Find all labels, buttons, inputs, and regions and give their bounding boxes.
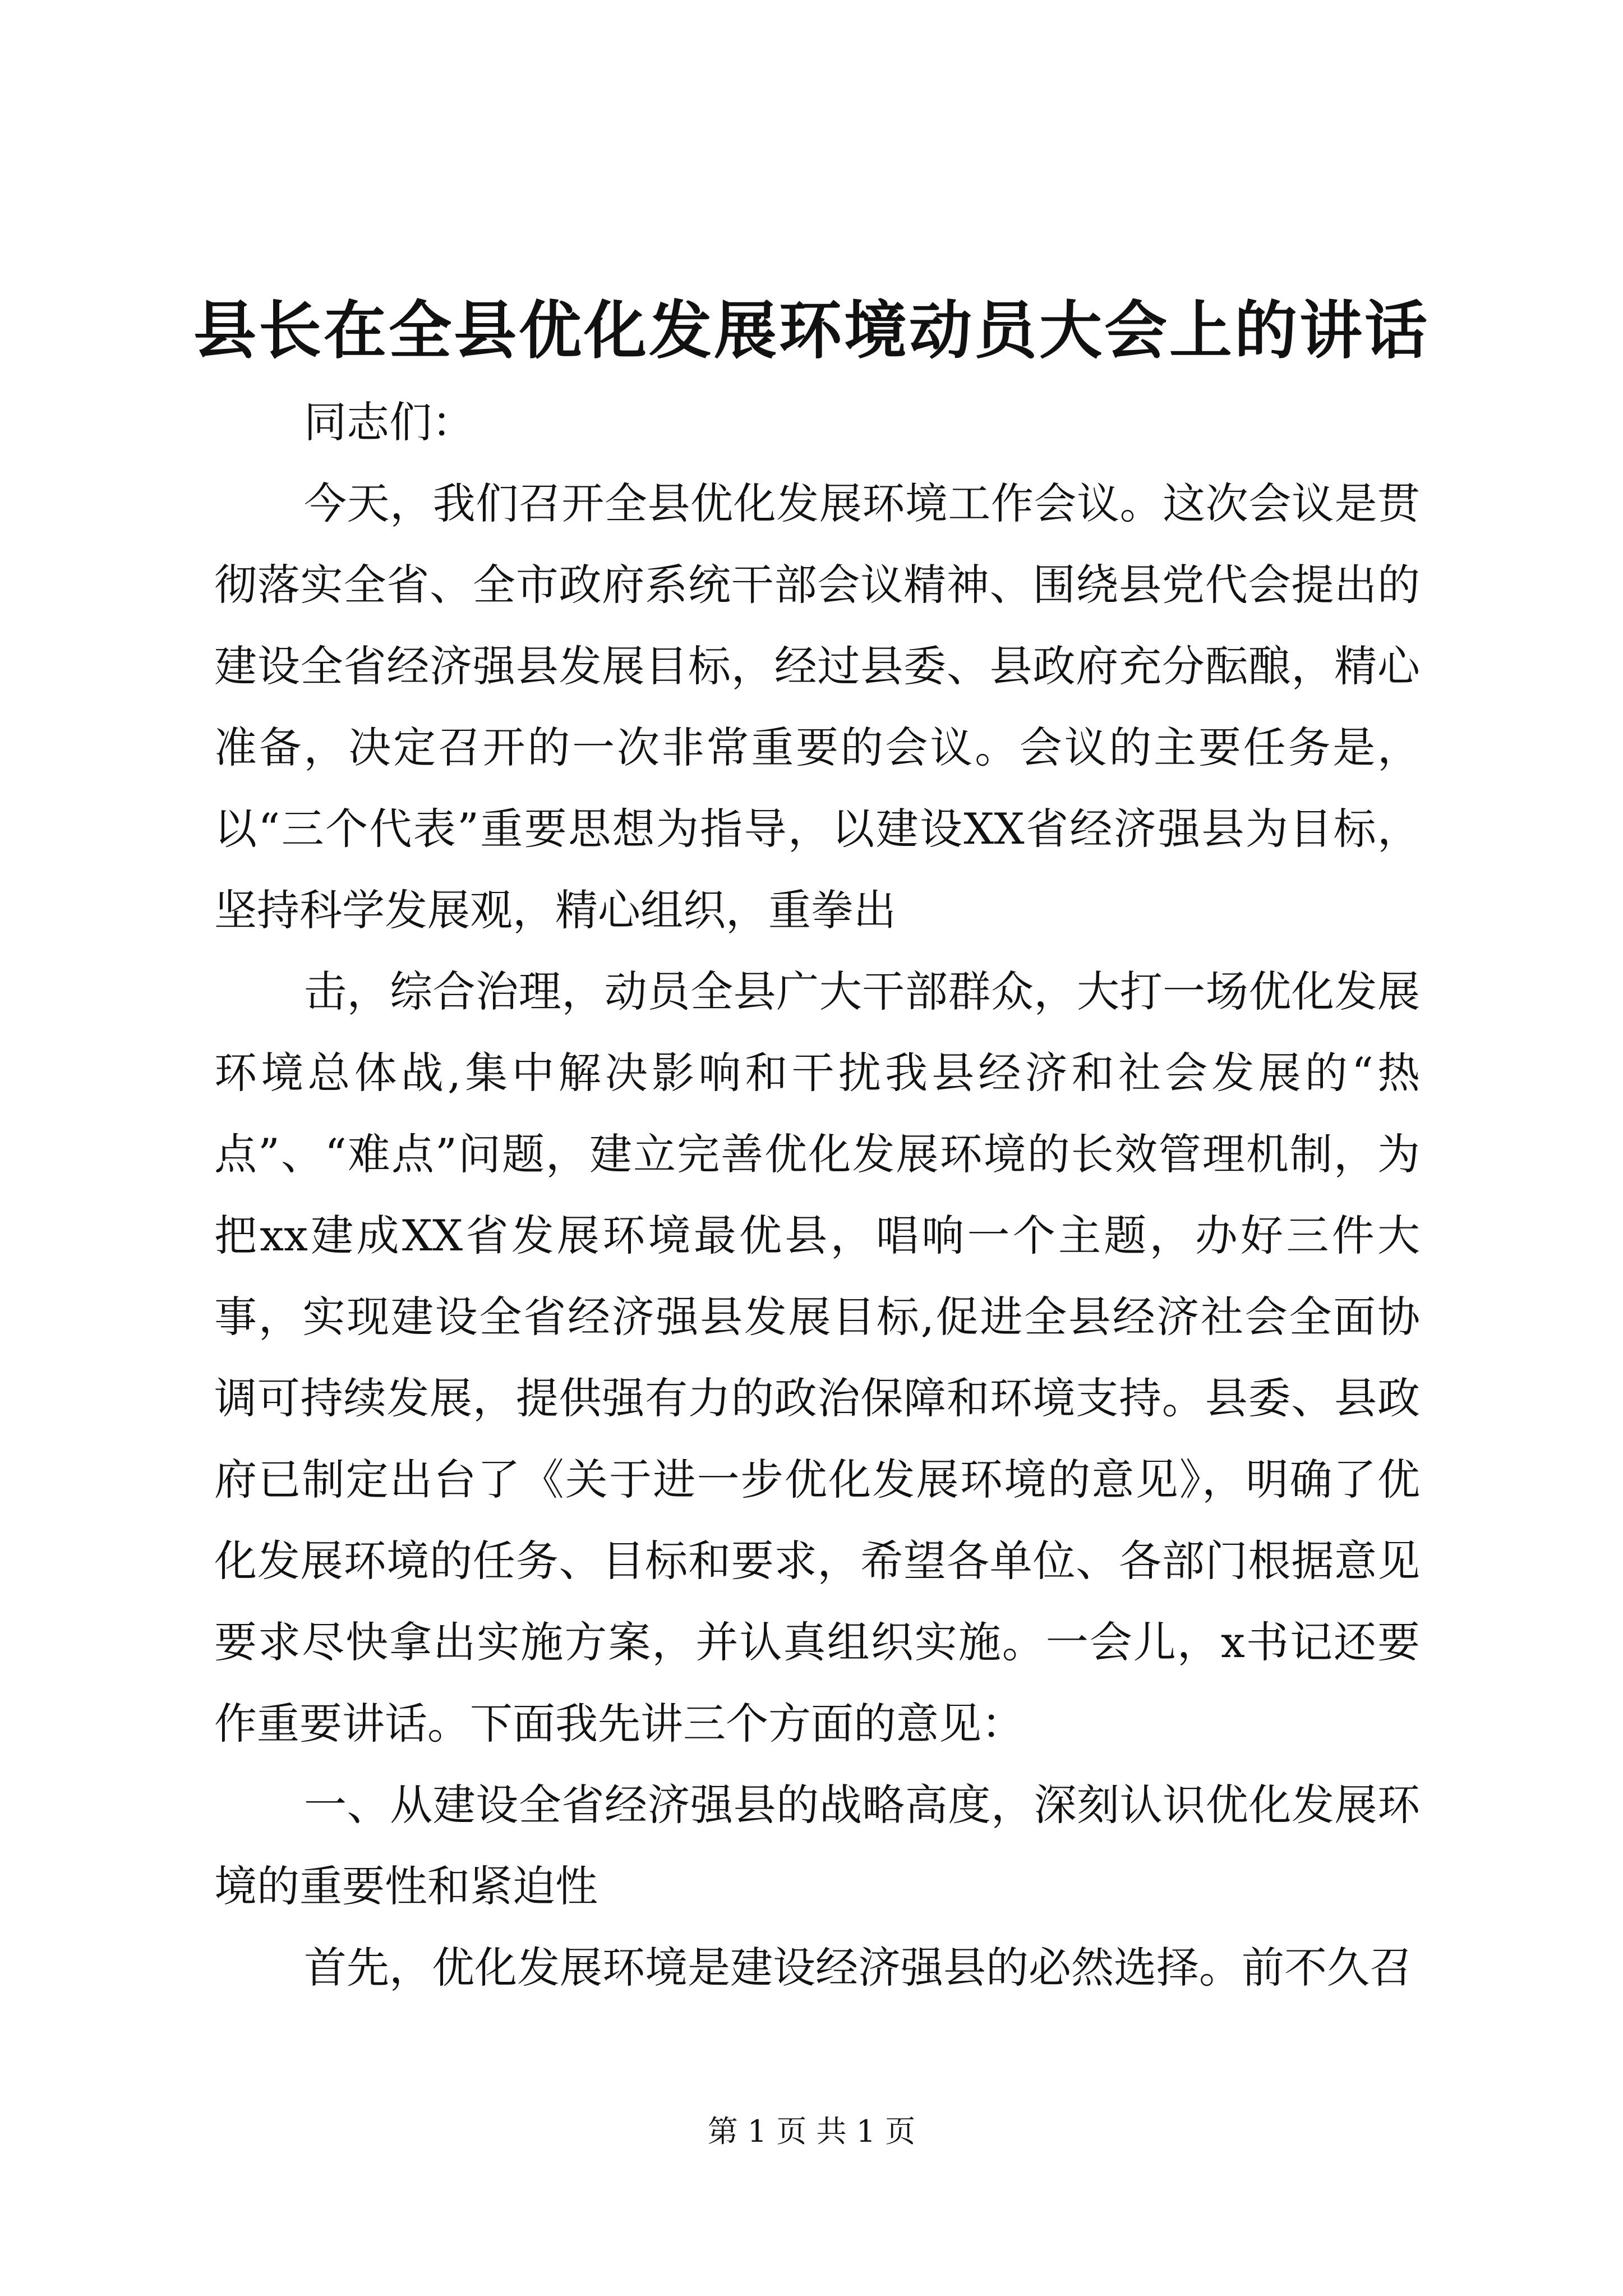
document-body (214, 381, 1420, 2008)
document-title: 县长在全县优化发展环境动员大会上的讲话 (193, 294, 1430, 367)
paragraph: 首先，优化发展环境是建设经济强县的必然选择。前不久召 (304, 1943, 1412, 1993)
paragraph: 击，综合治理，动员全县广大干部群众，大打一场优化发展环境总体战,集中解决影响和干扰我县经济和社会发展的“热点”、“难点”问题，建立完善优化发展环境的长效管理机制，为把xx建成XX省发展环境最优县，唱响一个主题，办好三件大事，实现建设全省经济强县发展目标,促进全县经济社会全面协调可持续发展，提供强有力的政治保障和环境支持。县委、县政府已制定出台了《关于进一步优化发展环境的意见》，明确了优化发展环境的任务、目标和要求，希望各单位、各部门根据意见要求尽快拿出实施方案，并认真组织实施。一会儿，x书记还要作重要讲话。下面我先讲三个方面的意见： (214, 967, 1420, 1749)
section-heading: 一、从建设全省经济强县的战略高度，深刻认识优化发展环境的重要性和紧迫性 (214, 1780, 1420, 1911)
salutation: 同志们： (304, 397, 474, 447)
paragraph: 今天，我们召开全县优化发展环境工作会议。这次会议是贯彻落实全省、全市政府系统干部会议精神、围绕县党代会提出的建设全省经济强县发展目标，经过县委、县政府充分酝酿，精心准备，决定召开的一次非常重要的会议。会议的主要任务是，以“三个代表”重要思想为指导，以建设XX省经济强县为目标，坚持科学发展观，精心组织，重拳出 (214, 478, 1420, 935)
page-footer: 第 1 页 共 1 页 (707, 2114, 916, 2149)
